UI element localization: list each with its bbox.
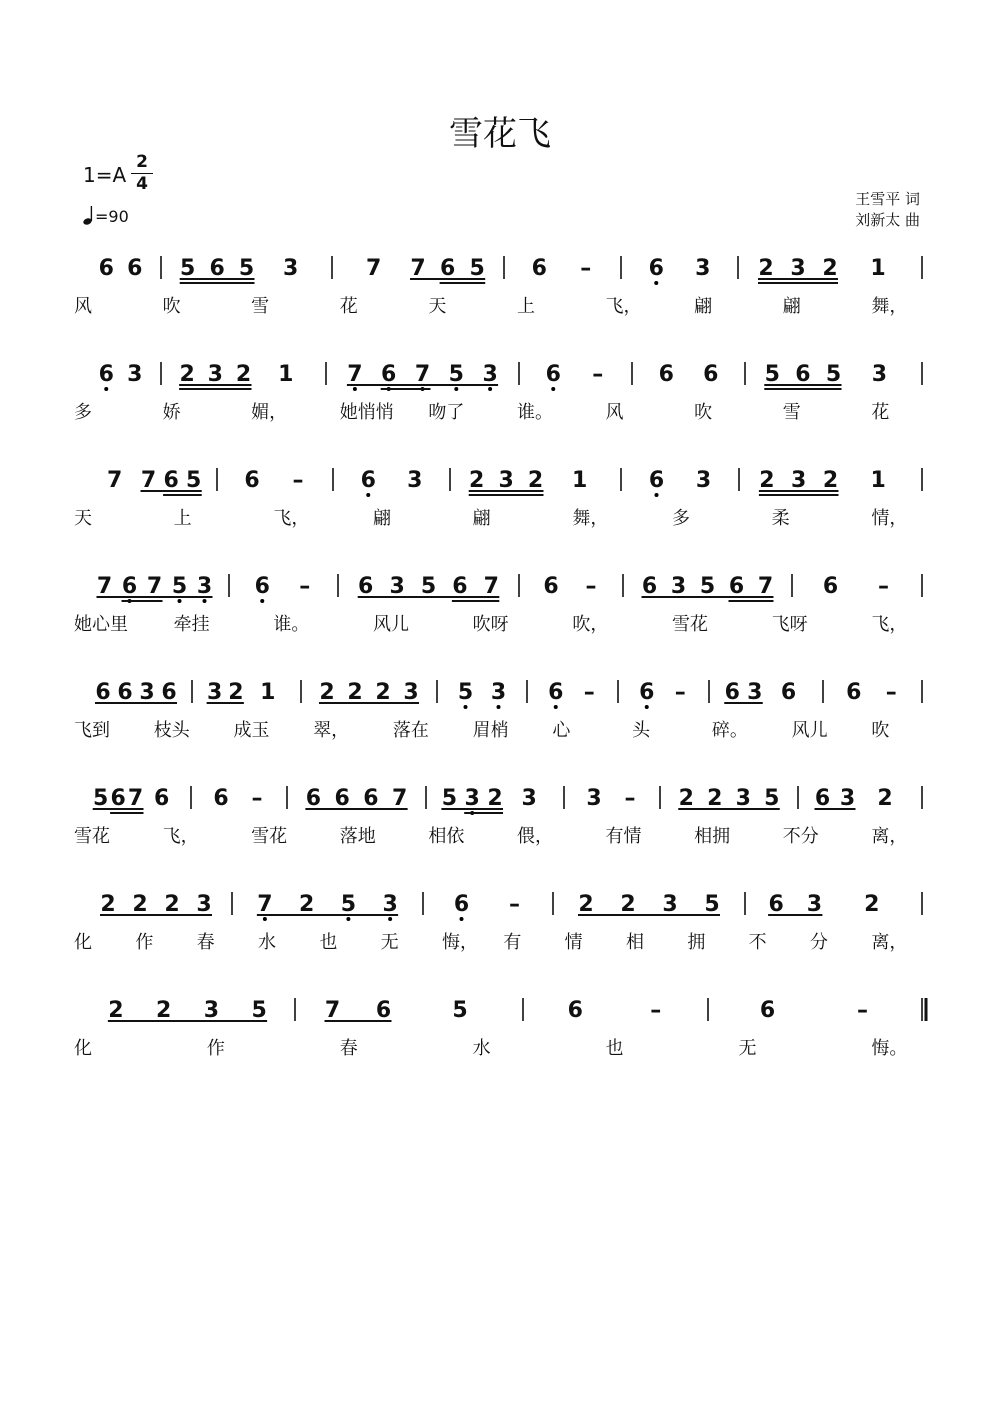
note: 6 bbox=[110, 786, 126, 811]
note: 3 bbox=[806, 892, 823, 917]
octave-dot-low bbox=[460, 917, 464, 921]
note: 2 bbox=[108, 998, 124, 1023]
lyric-syllable: 飞， bbox=[605, 296, 642, 317]
octave-dot-low bbox=[464, 705, 468, 709]
lyric-syllable: 心 bbox=[552, 720, 571, 741]
lyric-syllable: 飞， bbox=[871, 614, 908, 635]
score-title: 雪花飞 bbox=[449, 114, 551, 154]
note: 7 bbox=[410, 256, 426, 281]
note: 6 bbox=[814, 786, 831, 811]
note: 3 bbox=[791, 468, 807, 493]
octave-dot-low bbox=[655, 493, 659, 497]
note: 6 bbox=[209, 256, 225, 281]
lyric-syllable: 水 bbox=[472, 1038, 491, 1059]
note: 7 bbox=[140, 468, 157, 493]
note: 3 bbox=[464, 786, 480, 811]
note: 2 bbox=[298, 892, 315, 917]
lyric-syllable: 有 bbox=[503, 932, 522, 953]
note: 2 bbox=[578, 892, 594, 917]
note: 7 bbox=[146, 574, 163, 599]
note: 3 bbox=[498, 468, 514, 493]
note: 6 bbox=[639, 680, 655, 705]
note: 6 bbox=[358, 574, 374, 599]
note: 7 bbox=[365, 256, 382, 281]
note: 3 bbox=[127, 362, 143, 387]
note: 2 bbox=[469, 468, 485, 493]
note: 2 bbox=[100, 892, 116, 917]
note: – bbox=[624, 786, 636, 811]
note: 6 bbox=[381, 362, 397, 387]
note: 6 bbox=[648, 468, 665, 493]
note: 5 bbox=[764, 362, 780, 387]
note: 3 bbox=[521, 786, 537, 811]
note: 2 bbox=[877, 786, 893, 811]
octave-dot-low bbox=[554, 705, 558, 709]
note: 3 bbox=[207, 362, 223, 387]
note: 6 bbox=[543, 574, 559, 599]
note: – bbox=[251, 786, 263, 811]
lyric-syllable: 情 bbox=[564, 932, 583, 953]
lyric-syllable: 翩 bbox=[782, 296, 801, 317]
lyric-syllable: 也 bbox=[605, 1038, 624, 1059]
note: 5 bbox=[452, 998, 468, 1023]
octave-dot-low bbox=[203, 599, 207, 603]
note: – bbox=[857, 998, 868, 1023]
composer-credit: 刘新太 曲 bbox=[855, 211, 920, 229]
note: 3 bbox=[695, 468, 712, 493]
lyric-syllable: 枝头 bbox=[153, 720, 190, 741]
lyric-syllable: 水 bbox=[258, 932, 277, 953]
note: 5 bbox=[764, 786, 780, 811]
note: 2 bbox=[319, 680, 335, 705]
note: 2 bbox=[759, 468, 775, 493]
note: 5 bbox=[420, 574, 437, 599]
lyric-syllable: 吹呀 bbox=[472, 614, 509, 635]
note: 3 bbox=[747, 680, 763, 705]
note: 6 bbox=[117, 680, 133, 705]
lyric-syllable: 化 bbox=[74, 932, 92, 953]
note: 6 bbox=[98, 362, 114, 387]
lyric-syllable: 风 bbox=[605, 402, 624, 423]
note: 5 bbox=[448, 362, 464, 387]
note: 2 bbox=[375, 680, 391, 705]
note: 3 bbox=[586, 786, 602, 811]
note: 6 bbox=[98, 256, 114, 281]
note: 3 bbox=[139, 680, 155, 705]
note: 5 bbox=[825, 362, 842, 387]
note: 3 bbox=[407, 468, 423, 493]
note: 3 bbox=[482, 362, 498, 387]
lyric-syllable: 情， bbox=[871, 508, 908, 529]
note: – bbox=[583, 680, 595, 705]
note: 5 bbox=[93, 786, 109, 811]
note: 3 bbox=[403, 680, 419, 705]
note: 3 bbox=[490, 680, 507, 705]
note: 7 bbox=[391, 786, 408, 811]
note: 6 bbox=[95, 680, 111, 705]
lyric-syllable: 她心里 bbox=[74, 614, 128, 635]
lyric-syllable: 吹 bbox=[694, 402, 713, 423]
note: 6 bbox=[375, 998, 392, 1023]
lyric-syllable: 谁。 bbox=[273, 614, 310, 635]
lyric-syllable: 雪花 bbox=[74, 826, 110, 847]
note: 6 bbox=[545, 362, 561, 387]
note: 6 bbox=[846, 680, 862, 705]
note: 2 bbox=[155, 998, 172, 1023]
lyric-syllable: 无 bbox=[738, 1038, 757, 1059]
note: 3 bbox=[196, 892, 212, 917]
note: 6 bbox=[641, 574, 658, 599]
note: 1 bbox=[571, 468, 588, 493]
note: 1 bbox=[260, 680, 276, 705]
note: 6 bbox=[658, 362, 674, 387]
lyric-syllable: 吹 bbox=[162, 296, 181, 317]
note: 5 bbox=[186, 468, 202, 493]
note: 3 bbox=[206, 680, 223, 705]
lyric-syllable: 无 bbox=[380, 932, 399, 953]
lyric-syllable: 雪 bbox=[782, 402, 801, 423]
note: 6 bbox=[363, 786, 379, 811]
lyric-syllable: 谁。 bbox=[516, 402, 553, 423]
note: – bbox=[650, 998, 662, 1023]
note: 6 bbox=[724, 680, 740, 705]
lyric-syllable: 也 bbox=[319, 932, 338, 953]
lyric-syllable: 作 bbox=[135, 932, 154, 953]
lyric-syllable: 她悄悄 bbox=[339, 402, 394, 423]
note: 6 bbox=[153, 786, 170, 811]
note: – bbox=[299, 574, 311, 599]
note: 6 bbox=[780, 680, 797, 705]
lyric-syllable: 春 bbox=[196, 932, 215, 953]
note: 7 bbox=[483, 574, 499, 599]
lyric-syllable: 翠， bbox=[313, 720, 350, 741]
note: 3 bbox=[790, 256, 806, 281]
note: 3 bbox=[695, 256, 711, 281]
note: 3 bbox=[735, 786, 751, 811]
note: 6 bbox=[244, 468, 260, 493]
lyric-syllable: 翩 bbox=[373, 508, 392, 529]
lyric-syllable: 吹， bbox=[572, 614, 609, 635]
note: 6 bbox=[531, 256, 547, 281]
lyric-syllable: 天 bbox=[428, 296, 447, 317]
lyric-syllable: 偎， bbox=[516, 826, 553, 847]
lyric-syllable: 成玉 bbox=[233, 720, 270, 741]
lyric-syllable: 分 bbox=[810, 932, 829, 953]
note: 6 bbox=[439, 256, 456, 281]
note: 5 bbox=[469, 256, 485, 281]
note: 6 bbox=[452, 574, 468, 599]
note: 6 bbox=[567, 998, 583, 1023]
lyric-syllable: 眉梢 bbox=[472, 720, 509, 741]
note: 2 bbox=[164, 892, 180, 917]
note: – bbox=[292, 468, 304, 493]
octave-dot-low bbox=[454, 387, 458, 391]
note: 6 bbox=[305, 786, 322, 811]
octave-dot-low bbox=[551, 387, 555, 391]
note: 6 bbox=[768, 892, 784, 917]
lyric-syllable: 翩 bbox=[472, 508, 491, 529]
note: – bbox=[509, 892, 520, 917]
octave-dot-low bbox=[497, 705, 501, 709]
note: 2 bbox=[678, 786, 694, 811]
note: 6 bbox=[360, 468, 376, 493]
note: 6 bbox=[213, 786, 229, 811]
lyric-syllable: 悔。 bbox=[871, 1038, 908, 1059]
note: 3 bbox=[196, 574, 213, 599]
lyric-syllable: 多 bbox=[74, 402, 92, 423]
note: 5 bbox=[238, 256, 255, 281]
lyric-syllable: 碎。 bbox=[711, 720, 748, 741]
lyric-syllable: 飞， bbox=[162, 826, 199, 847]
octave-dot-low bbox=[104, 387, 108, 391]
note: 3 bbox=[871, 362, 888, 387]
time-signature-bottom: 4 bbox=[136, 174, 148, 194]
lyric-syllable: 吹 bbox=[871, 720, 890, 741]
note: 2 bbox=[179, 362, 195, 387]
lyricist-credit: 王雪平 词 bbox=[855, 190, 920, 208]
note: 3 bbox=[203, 998, 220, 1023]
note: 7 bbox=[127, 786, 144, 811]
lyric-syllable: 春 bbox=[339, 1038, 358, 1059]
note: 2 bbox=[347, 680, 363, 705]
lyric-syllable: 上 bbox=[173, 508, 192, 529]
note: 5 bbox=[180, 256, 196, 281]
note: 6 bbox=[127, 256, 143, 281]
note: 2 bbox=[235, 362, 252, 387]
note: 6 bbox=[759, 998, 776, 1023]
lyric-syllable: 化 bbox=[74, 1038, 92, 1059]
key-signature: 1=A bbox=[83, 163, 127, 187]
note: 5 bbox=[441, 786, 458, 811]
note: 3 bbox=[382, 892, 398, 917]
note: – bbox=[580, 256, 592, 281]
lyric-syllable: 飞， bbox=[273, 508, 310, 529]
octave-dot-low bbox=[645, 705, 649, 709]
octave-dot-low bbox=[178, 599, 182, 603]
note: – bbox=[674, 680, 686, 705]
lyric-syllable: 相依 bbox=[428, 826, 465, 847]
note: 7 bbox=[757, 574, 774, 599]
lyric-syllable: 相拥 bbox=[694, 826, 731, 847]
lyric-syllable: 花 bbox=[339, 296, 358, 317]
lyric-syllable: 作 bbox=[206, 1038, 225, 1059]
octave-dot-low bbox=[353, 387, 357, 391]
lyric-syllable: 不 bbox=[748, 932, 767, 953]
octave-dot-low bbox=[388, 917, 392, 921]
note: 2 bbox=[758, 256, 774, 281]
note: 1 bbox=[870, 256, 886, 281]
lyric-syllable: 头 bbox=[632, 720, 651, 741]
note: 2 bbox=[132, 892, 148, 917]
lyric-syllable: 不分 bbox=[782, 826, 819, 847]
note: 6 bbox=[648, 256, 664, 281]
note: – bbox=[585, 574, 597, 599]
note: 3 bbox=[662, 892, 678, 917]
note: 3 bbox=[670, 574, 687, 599]
note: 6 bbox=[795, 362, 811, 387]
octave-dot-low bbox=[488, 387, 492, 391]
octave-dot-low bbox=[260, 599, 264, 603]
note: 2 bbox=[822, 468, 839, 493]
lyric-syllable: 多 bbox=[672, 508, 691, 529]
note: 2 bbox=[707, 786, 723, 811]
note: 3 bbox=[839, 786, 856, 811]
lyric-syllable: 上 bbox=[516, 296, 535, 317]
note: 1 bbox=[278, 362, 294, 387]
lyric-syllable: 柔 bbox=[771, 508, 790, 529]
note: 2 bbox=[487, 786, 503, 811]
lyric-syllable: 相 bbox=[626, 932, 645, 953]
octave-dot-low bbox=[366, 493, 370, 497]
note: – bbox=[878, 574, 889, 599]
lyric-syllable: 娇 bbox=[162, 402, 181, 423]
time-signature-top: 2 bbox=[136, 152, 148, 172]
lyric-syllable: 拥 bbox=[687, 932, 706, 953]
lyric-syllable: 落地 bbox=[339, 826, 376, 847]
note: 2 bbox=[822, 256, 838, 281]
lyric-syllable: 离， bbox=[871, 932, 908, 953]
lyric-syllable: 风儿 bbox=[373, 614, 410, 635]
lyric-syllable: 雪花 bbox=[672, 614, 709, 635]
lyric-syllable: 牵挂 bbox=[173, 614, 210, 635]
lyric-syllable: 飞到 bbox=[74, 720, 110, 741]
note: 6 bbox=[548, 680, 564, 705]
note: 1 bbox=[870, 468, 886, 493]
note: 7 bbox=[414, 362, 431, 387]
lyric-syllable: 雪 bbox=[251, 296, 270, 317]
note: 5 bbox=[171, 574, 188, 599]
note: 6 bbox=[121, 574, 138, 599]
note: 5 bbox=[457, 680, 474, 705]
note: 2 bbox=[228, 680, 244, 705]
note: 5 bbox=[704, 892, 720, 917]
lyric-syllable: 舞， bbox=[871, 296, 908, 317]
note: 5 bbox=[699, 574, 716, 599]
note: 7 bbox=[347, 362, 363, 387]
lyric-syllable: 媚， bbox=[251, 402, 288, 423]
lyric-syllable: 风儿 bbox=[791, 720, 828, 741]
lyric-syllable: 飞呀 bbox=[771, 614, 808, 635]
octave-dot-low bbox=[263, 917, 267, 921]
lyric-syllable: 舞， bbox=[572, 508, 609, 529]
lyric-syllable: 落在 bbox=[392, 720, 429, 741]
note: 7 bbox=[96, 574, 113, 599]
note: 6 bbox=[254, 574, 270, 599]
note: 6 bbox=[163, 468, 179, 493]
note: 3 bbox=[282, 256, 299, 281]
note: 6 bbox=[822, 574, 839, 599]
lyric-syllable: 离， bbox=[871, 826, 908, 847]
lyric-syllable: 天 bbox=[74, 508, 92, 529]
note: 7 bbox=[106, 468, 123, 493]
note: 2 bbox=[620, 892, 636, 917]
lyric-syllable: 翩 bbox=[694, 296, 713, 317]
note: 7 bbox=[324, 998, 341, 1023]
lyric-syllable: 吻了 bbox=[428, 402, 465, 423]
lyric-syllable: 悔， bbox=[442, 932, 479, 953]
note: 5 bbox=[251, 998, 267, 1023]
note: 5 bbox=[340, 892, 357, 917]
lyric-syllable: 雪花 bbox=[251, 826, 288, 847]
lyric-syllable: 风 bbox=[74, 296, 92, 317]
note: 6 bbox=[334, 786, 350, 811]
note: – bbox=[885, 680, 897, 705]
note: 6 bbox=[453, 892, 470, 917]
note: 3 bbox=[389, 574, 405, 599]
note: 6 bbox=[728, 574, 745, 599]
note: 7 bbox=[257, 892, 273, 917]
note: 2 bbox=[527, 468, 544, 493]
note: 6 bbox=[161, 680, 177, 705]
tempo-value: =90 bbox=[95, 207, 129, 226]
lyric-syllable: 花 bbox=[871, 402, 890, 423]
octave-dot-low bbox=[654, 281, 658, 285]
note: – bbox=[592, 362, 604, 387]
note: 6 bbox=[703, 362, 719, 387]
octave-dot-low bbox=[346, 917, 350, 921]
note: 2 bbox=[864, 892, 880, 917]
lyric-syllable: 有情 bbox=[605, 826, 642, 847]
